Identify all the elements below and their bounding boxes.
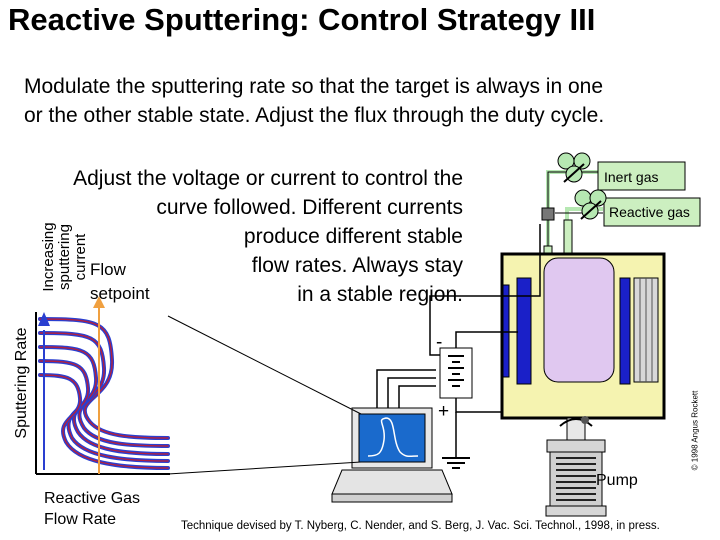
instruction-line-2: curve followed. Different currents (156, 196, 463, 219)
target-backing (503, 285, 509, 377)
control-wire-3 (399, 386, 436, 410)
inlet-pipe-2 (564, 220, 572, 256)
sensor-square-icon (542, 208, 554, 220)
inert-valve-icon (558, 153, 590, 182)
zoom-line-top (168, 316, 361, 414)
s-curves (40, 319, 168, 468)
zoom-line-bottom (168, 462, 361, 474)
pump-flange (547, 440, 605, 452)
intro-line-1: Modulate the sputtering rate so that the target is always in one (24, 75, 604, 98)
credit-footnote: Technique devised by T. Nyberg, C. Nender, and S. Berg, J. Vac. Sci. Technol., 1998, in press. (181, 520, 660, 532)
valve-knob-icon (581, 416, 589, 424)
control-wire-2 (388, 378, 436, 410)
computer-screen (359, 414, 425, 462)
current-arrow-label-line-3: current (72, 233, 89, 281)
plasma-glow (544, 258, 614, 382)
instruction-line-1: Adjust the voltage or current to control the (73, 167, 463, 190)
control-wire-1 (377, 370, 436, 410)
ground-icon (442, 458, 470, 468)
intro-line-2: or the other stable state. Adjust the flux through the duty cycle. (24, 104, 605, 127)
target-electrode (517, 278, 531, 384)
reactive-gas-label: Reactive gas (609, 204, 690, 220)
heater-grid-icon (634, 278, 658, 382)
flow-setpoint-label (90, 258, 150, 306)
pump-base (546, 506, 606, 516)
instruction-line-3: produce different stable (243, 225, 463, 248)
reactive-valve-icon (575, 190, 606, 219)
y-axis-label: Sputtering Rate (13, 327, 30, 439)
flow-setpoint-label-line-1: Flow (90, 260, 126, 279)
current-arrow-label-line-1: Increasing (40, 222, 57, 292)
current-arrow-label-line-2: sputtering (56, 224, 73, 290)
x-axis-label-line-1: Reactive Gas (44, 490, 141, 507)
positive-terminal-label: + (438, 401, 450, 422)
x-axis-label-line-2: Flow Rate (44, 511, 117, 528)
computer-base (332, 494, 452, 502)
inert-gas-label: Inert gas (604, 169, 659, 185)
instruction-line-5: in a stable region. (297, 283, 463, 306)
substrate-holder (620, 278, 630, 384)
pump-label: Pump (596, 472, 638, 489)
x-axis-label (44, 488, 140, 530)
slide-title: Reactive Sputtering: Control Strategy III (8, 2, 596, 37)
negative-terminal-label: - (436, 332, 443, 353)
flow-setpoint-label-line-2: setpoint (90, 284, 150, 303)
copyright-notice: © 1998 Angus Rockett (690, 390, 700, 471)
instruction-line-4: flow rates. Always stay (251, 254, 463, 277)
computer-keyboard (332, 470, 452, 494)
wire-positive (456, 398, 502, 412)
